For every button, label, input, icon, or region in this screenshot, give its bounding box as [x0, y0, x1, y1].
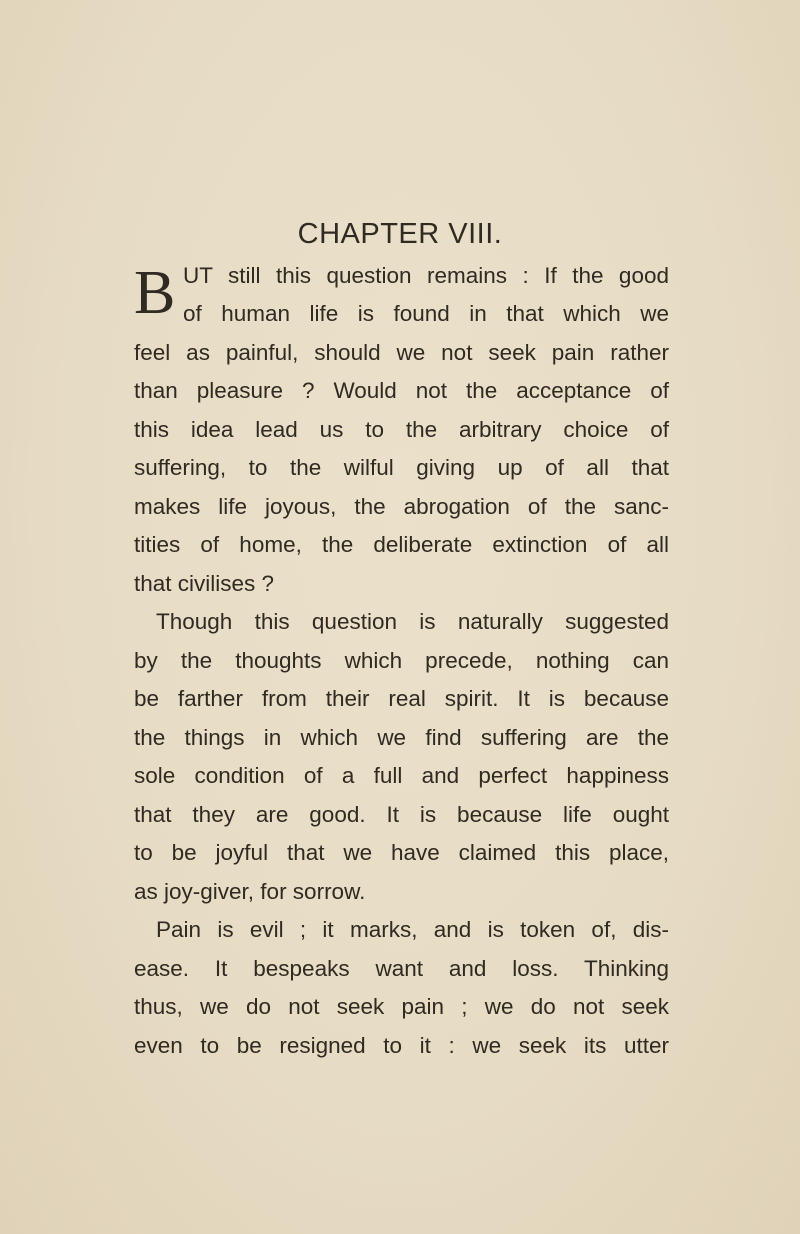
text-line: of human life is found in that which we: [183, 301, 669, 326]
text-line: suffering, to the wilful giving up of all that: [134, 455, 669, 480]
text-line: that civilises ?: [134, 571, 275, 596]
text-line: the things in which we find suffering are the: [134, 725, 669, 750]
text-line: even to be resigned to it : we seek its utter: [134, 1033, 669, 1058]
text-line: feel as painful, should we not seek pain rather: [134, 340, 669, 365]
text-line: tities of home, the deliberate extinction of all: [134, 532, 669, 557]
text-line: to be joyful that we have claimed this place,: [134, 840, 669, 865]
text-line: ease. It bespeaks want and loss. Thinking: [134, 956, 669, 981]
text-line: than pleasure ? Would not the acceptance of: [134, 378, 669, 403]
text-line: Though this question is naturally suggested: [156, 609, 669, 634]
text-line: Pain is evil ; it marks, and is token of, dis-: [156, 917, 669, 942]
text-line: by the thoughts which precede, nothing can: [134, 648, 669, 673]
text-line: this idea lead us to the arbitrary choice of: [134, 417, 669, 442]
text-line: thus, we do not seek pain ; we do not seek: [134, 994, 669, 1019]
chapter-title: CHAPTER VIII.: [297, 218, 503, 250]
text-line: as joy-giver, for sorrow.: [134, 879, 366, 904]
text-line: that they are good. It is because life ought: [134, 802, 669, 827]
drop-cap-letter: B: [134, 259, 176, 327]
text-line: UT still this question remains : If the good: [183, 263, 669, 288]
text-line: sole condition of a full and perfect happiness: [134, 763, 669, 788]
text-line: makes life joyous, the abrogation of the sanc-: [134, 494, 669, 519]
text-line: be farther from their real spirit. It is because: [134, 686, 669, 711]
